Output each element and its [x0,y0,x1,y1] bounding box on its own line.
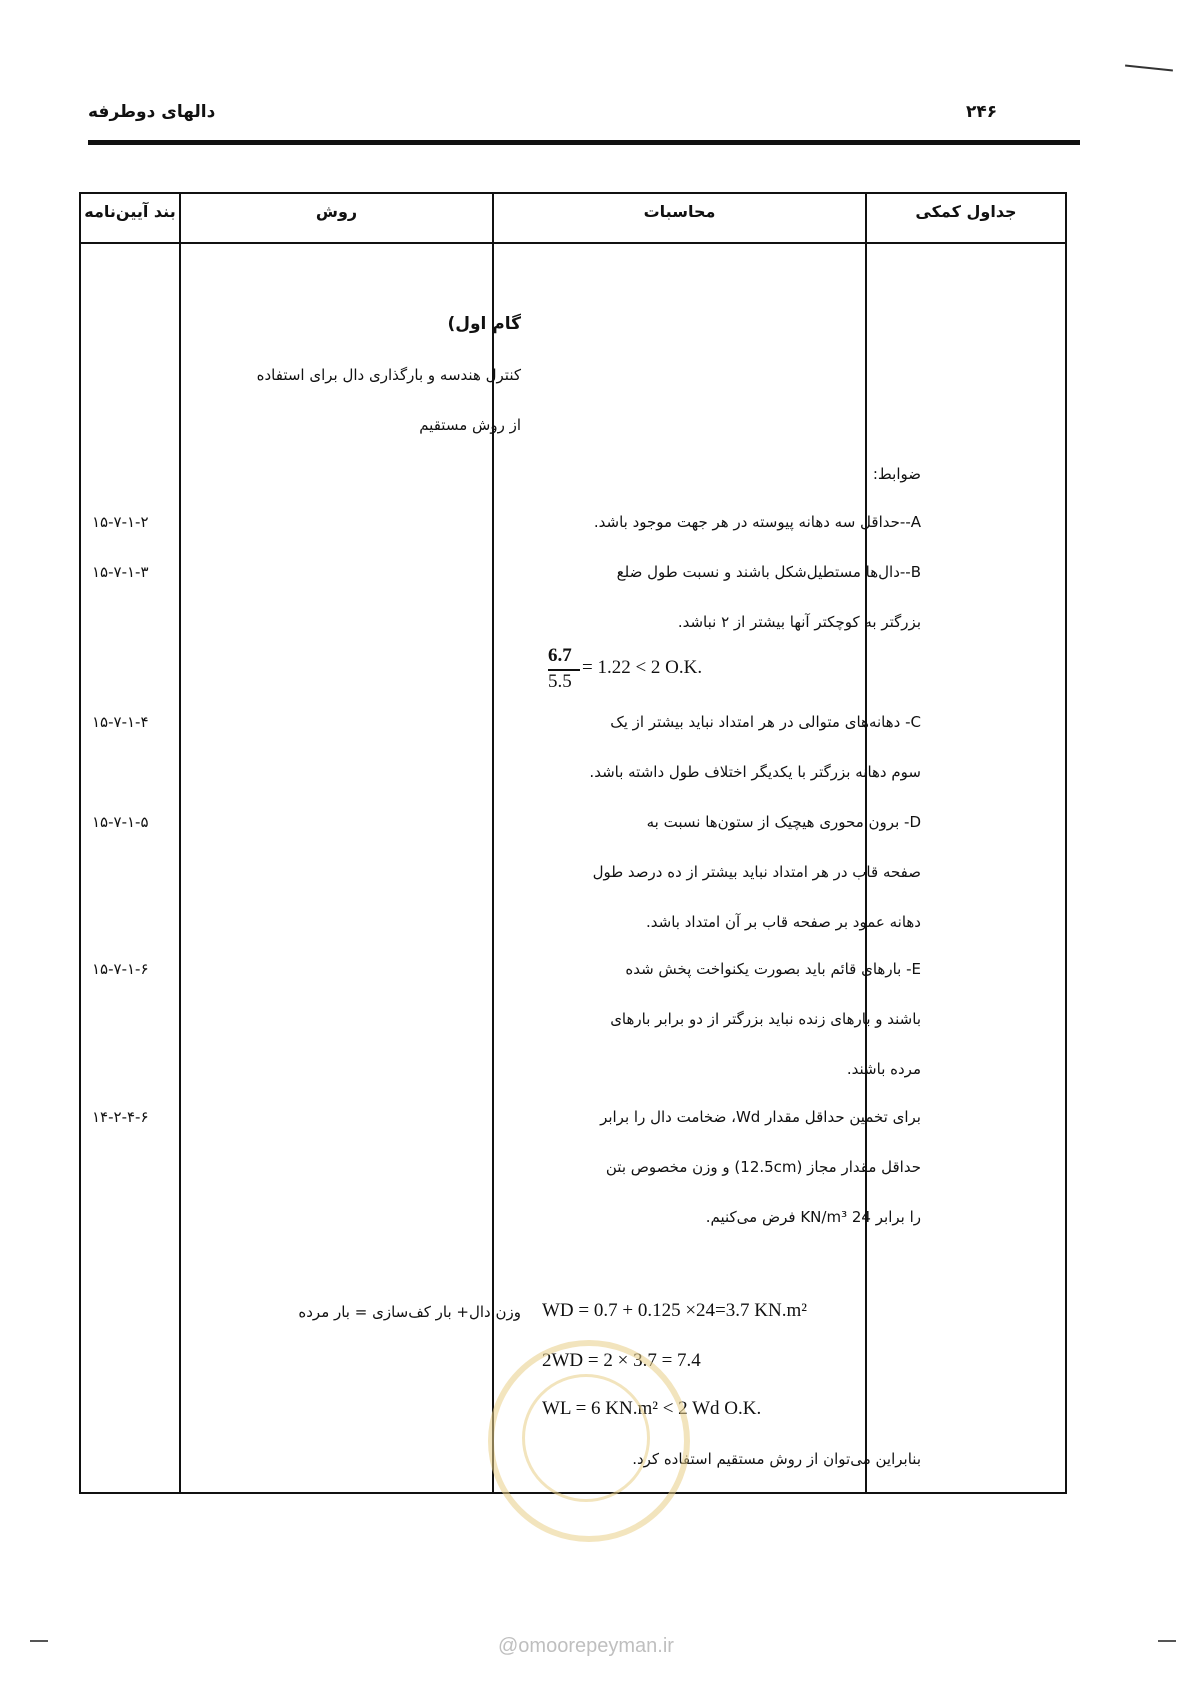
ratio-denominator: 5.5 [548,671,572,692]
header-rule [88,140,1080,145]
margin-mark [30,1640,48,1642]
rule-d: صفحه قاب در هر امتداد نباید بیشتر از ده درصد طول [592,863,921,881]
header-row-divider [81,242,1065,244]
equation-wd: WD = 0.7 + 0.125 ×24=3.7 KN.m² [542,1300,807,1321]
rule-d: دهانه عمود بر صفحه قاب بر آن امتداد باشد. [646,913,921,931]
col-header-helper: جداول کمکی [915,202,1017,221]
equation-2wd: 2WD = 2 × 3.7 = 7.4 [542,1350,701,1371]
margin-mark [1125,64,1173,71]
wd-assumption: برای تخمین حداقل مقدار Wd، ضخامت دال را برابر [600,1108,921,1126]
margin-mark [1158,1640,1176,1642]
code-ref: ۱۵-۷-۱-۵ [92,813,149,831]
col-divider [179,194,181,1492]
rule-e: E- بارهای قائم باید بصورت یکنواخت پخش شده [625,960,921,978]
rule-b: B--دال‌ها مستطیل‌شکل باشند و نسبت طول ضلع [616,563,921,581]
code-ref: ۱۴-۲-۴-۶ [92,1108,149,1126]
conclusion: بنابراین می‌توان از روش مستقیم استفاده کرد. [632,1450,921,1468]
ratio-numerator: 6.7 [548,645,572,666]
rule-a: A--حداقل سه دهانه پیوسته در هر جهت موجود باشد. [593,513,921,531]
watermark-seal [488,1340,690,1542]
col-divider [492,194,494,1492]
watermark-seal-inner [522,1374,650,1502]
code-ref: ۱۵-۷-۱-۴ [92,713,149,731]
rule-e: باشند و بارهای زنده نباید بزرگتر از دو برابر بارهای [610,1010,921,1028]
ratio-result: = 1.22 < 2 O.K. [582,657,703,678]
wd-assumption: حداقل مقدار مجاز (12.5cm) و وزن مخصوص بتن [605,1158,921,1176]
step-title: گام اول) [447,314,521,334]
col-header-code: بند آیین‌نامه [84,202,176,221]
col-divider [865,194,867,1492]
chapter-title: دالهای دوطرفه [88,102,216,122]
method-text: کنترل هندسه و بارگذاری دال برای استفاده [256,366,521,384]
rule-b: بزرگتر به کوچکتر آنها بیشتر از ۲ نباشد. [677,613,921,631]
rules-label: ضوابط: [872,465,921,483]
load-note: وزن دال+ بار کف‌سازی = بار مرده [298,1303,521,1321]
code-ref: ۱۵-۷-۱-۶ [92,960,149,978]
col-header-method: روش [315,202,358,221]
rule-d: D- برون محوری هیچیک از ستون‌ها نسبت به [646,813,921,831]
rule-c: C- دهانه‌های متوالی در هر امتداد نباید بیشتر از یک [610,713,921,731]
code-ref: ۱۵-۷-۱-۳ [92,563,149,581]
calc-table [79,192,1067,1494]
watermark-url: @omoorepeyman.ir [498,1635,674,1657]
code-ref: ۱۵-۷-۱-۲ [92,513,149,531]
wd-assumption: را برابر 24 KN/m³ فرض می‌کنیم. [705,1208,921,1226]
method-text: از روش مستقیم [419,416,521,434]
equation-wl: WL = 6 KN.m² < 2 Wd O.K. [542,1398,762,1419]
page-number: ۲۴۶ [966,102,998,122]
col-header-calc: محاسبات [643,202,716,221]
rule-c: سوم دهانه بزرگتر با یکدیگر اختلاف طول داشته باشد. [589,763,921,781]
rule-e: مرده باشند. [846,1060,921,1078]
